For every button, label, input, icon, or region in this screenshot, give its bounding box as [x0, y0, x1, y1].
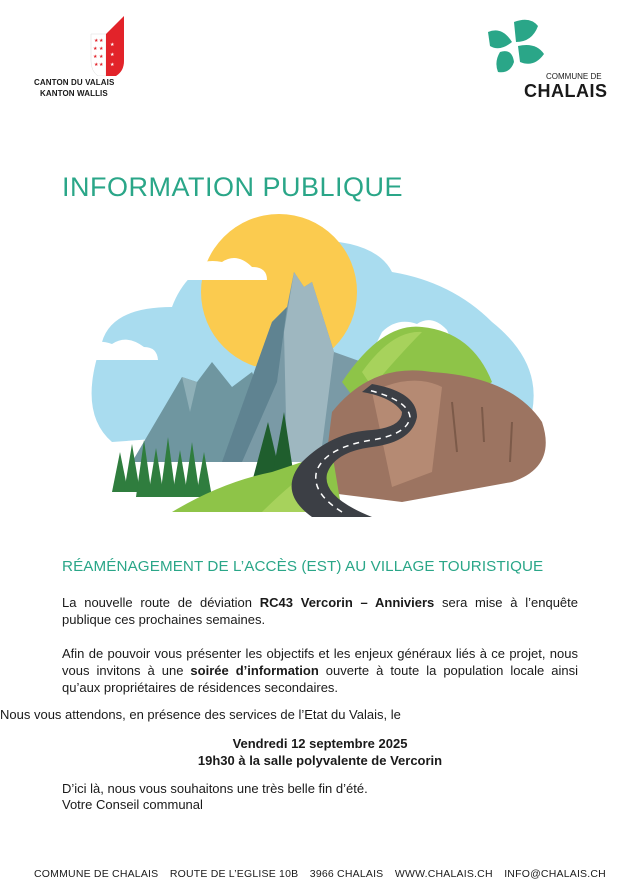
svg-text:★: ★ — [94, 38, 99, 44]
svg-text:★: ★ — [93, 54, 98, 60]
svg-text:★: ★ — [99, 54, 104, 60]
paragraph-attendance: Nous vous attendons, en présence des services de l’Etat du Valais, le — [0, 707, 401, 722]
footer — [34, 868, 606, 880]
paragraph-route-announcement: La nouvelle route de déviation RC43 Vercorin – Anniviers sera mise à l’enquête publique ces prochaines semaines. — [62, 595, 578, 627]
section-subtitle: RÉAMÉNAGEMENT DE L’ACCÈS (EST) AU VILLAGE TOURISTIQUE — [62, 558, 544, 575]
paragraph-closing: D’ici là, nous vous souhaitons une très belle fin d’été. — [62, 781, 368, 796]
commune-name: CHALAIS — [524, 81, 608, 101]
footer-name: COMMUNE DE CHALAIS — [34, 868, 159, 880]
valais-shield-icon — [86, 16, 126, 76]
footer-web-link[interactable]: WWW.CHALAIS.CH — [394, 868, 493, 880]
svg-text:★: ★ — [99, 38, 104, 44]
canton-name-de: KANTON WALLIS — [40, 89, 108, 98]
clover-leaf-icon — [486, 18, 548, 76]
svg-text:★: ★ — [110, 42, 115, 48]
event-date: Vendredi 12 septembre 2025 — [232, 736, 408, 751]
page-title: INFORMATION PUBLIQUE — [62, 172, 404, 202]
svg-text:★: ★ — [110, 52, 115, 58]
svg-text:★: ★ — [99, 46, 104, 52]
svg-text:★: ★ — [110, 62, 115, 68]
footer-address: ROUTE DE L’EGLISE 10B — [169, 868, 299, 880]
paragraph-invitation: Afin de pouvoir vous présenter les objectifs et les enjeux généraux liés à ce projet, nous vous invitons à une soirée d’information ouverte à toute la population locale ainsi qu’aux propriétaires de résidences secondaires. — [62, 646, 579, 695]
footer-email-link[interactable]: INFO@CHALAIS.CH — [504, 868, 606, 880]
canton-name-fr: CANTON DU VALAIS — [34, 78, 115, 87]
svg-text:★: ★ — [93, 46, 98, 52]
svg-text:★: ★ — [99, 62, 104, 68]
mountain-road-illustration — [72, 212, 562, 532]
event-name: soirée d’information — [190, 663, 319, 678]
route-name: RC43 Vercorin – Anniviers — [259, 595, 435, 610]
event-time-location: 19h30 à la salle polyvalente de Vercorin — [197, 753, 443, 768]
signature: Votre Conseil communal — [62, 797, 203, 812]
commune-label: COMMUNE DE — [546, 72, 602, 81]
svg-text:★: ★ — [94, 62, 99, 68]
footer-city: 3966 CHALAIS — [309, 868, 384, 880]
